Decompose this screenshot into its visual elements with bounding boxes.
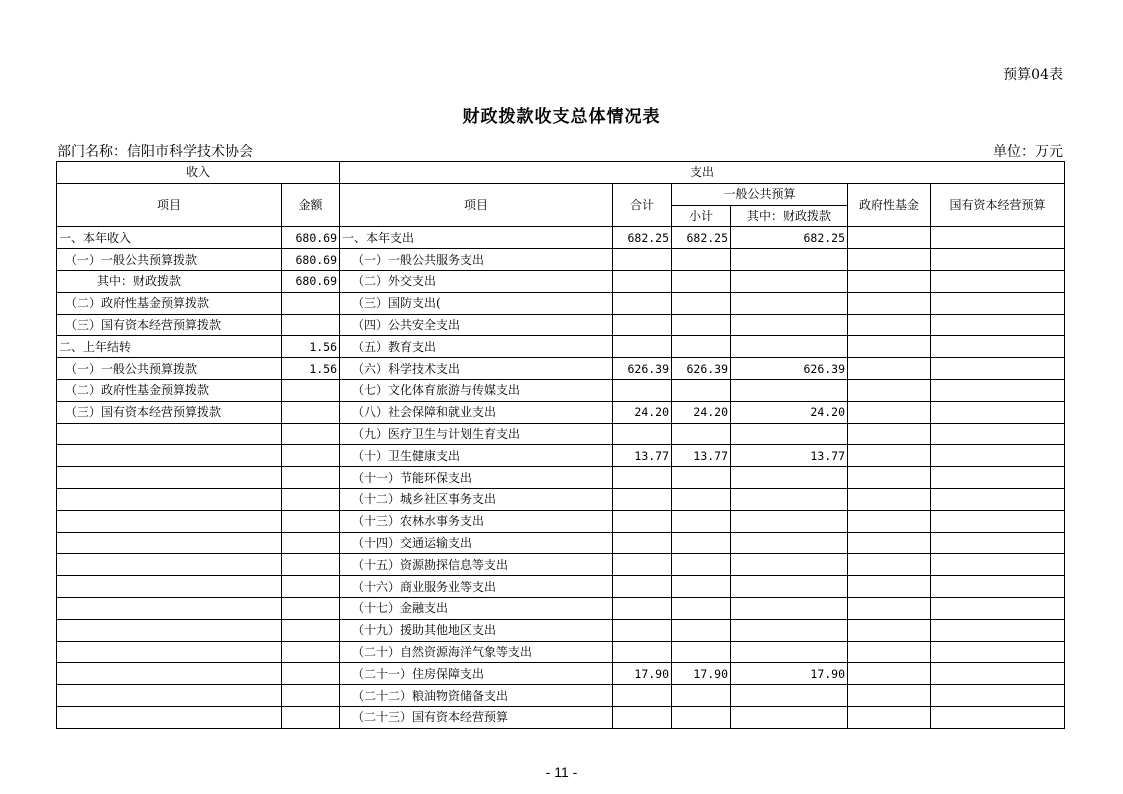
subtotal-cell	[672, 554, 731, 576]
income-item-cell	[57, 706, 282, 728]
state-capital-cell	[931, 314, 1065, 336]
income-item-cell	[57, 554, 282, 576]
subtotal-cell	[672, 532, 731, 554]
subtotal-cell	[672, 619, 731, 641]
department-label: 部门名称：信阳市科学技术协会	[57, 144, 253, 160]
subtotal-cell	[672, 249, 731, 271]
total-cell	[613, 467, 672, 489]
total-cell	[613, 576, 672, 598]
total-cell	[613, 532, 672, 554]
table-row	[57, 597, 1065, 619]
total-cell	[613, 619, 672, 641]
gov-fund-cell	[848, 641, 931, 663]
gov-fund-cell	[848, 576, 931, 598]
state-capital-cell	[931, 510, 1065, 532]
total-cell: 626.39	[613, 358, 672, 380]
state-capital-cell	[931, 685, 1065, 707]
total-cell	[613, 597, 672, 619]
income-amount-cell	[282, 401, 340, 423]
expense-item-cell: （二十）自然资源海洋气象等支出	[340, 641, 613, 663]
state-capital-cell	[931, 532, 1065, 554]
income-item-cell: 一、本年收入	[57, 227, 282, 249]
income-item-cell	[57, 445, 282, 467]
total-cell	[613, 510, 672, 532]
gov-fund-header: 政府性基金	[848, 183, 931, 227]
state-capital-cell	[931, 619, 1065, 641]
subtotal-cell	[672, 641, 731, 663]
expense-item-cell: （十九）援助其他地区支出	[340, 619, 613, 641]
income-item-cell	[57, 685, 282, 707]
expense-item-cell: （六）科学技术支出	[340, 358, 613, 380]
income-amount-cell	[282, 423, 340, 445]
state-capital-cell	[931, 576, 1065, 598]
table-row	[57, 576, 1065, 598]
state-capital-cell	[931, 663, 1065, 685]
income-amount-cell: 1.56	[282, 336, 340, 358]
page-title: 财政拨款收支总体情况表	[462, 107, 661, 127]
fiscal-cell	[731, 576, 848, 598]
total-cell	[613, 554, 672, 576]
income-item-cell	[57, 619, 282, 641]
table-row	[57, 249, 1065, 271]
state-capital-cell	[931, 597, 1065, 619]
table-row	[57, 401, 1065, 423]
state-capital-cell	[931, 336, 1065, 358]
income-amount-cell	[282, 314, 340, 336]
state-capital-cell	[931, 488, 1065, 510]
state-capital-cell	[931, 706, 1065, 728]
fiscal-cell: 24.20	[731, 401, 848, 423]
table-row	[57, 423, 1065, 445]
income-item-cell	[57, 597, 282, 619]
expense-item-cell: （二十一）住房保障支出	[340, 663, 613, 685]
total-cell	[613, 641, 672, 663]
income-item-header: 项目	[57, 183, 282, 227]
income-item-cell: （二）政府性基金预算拨款	[57, 292, 282, 314]
fiscal-cell	[731, 554, 848, 576]
gov-fund-cell	[848, 292, 931, 314]
income-amount-cell	[282, 685, 340, 707]
state-capital-cell	[931, 641, 1065, 663]
expense-item-cell: （十二）城乡社区事务支出	[340, 488, 613, 510]
income-amount-cell	[282, 292, 340, 314]
fiscal-cell: 626.39	[731, 358, 848, 380]
gov-fund-cell	[848, 445, 931, 467]
gov-fund-cell	[848, 597, 931, 619]
gov-fund-cell	[848, 423, 931, 445]
table-row	[57, 292, 1065, 314]
expense-header: 支出	[340, 162, 1065, 184]
fiscal-cell	[731, 423, 848, 445]
gov-fund-cell	[848, 401, 931, 423]
expense-item-cell: （七）文化体育旅游与传媒支出	[340, 379, 613, 401]
fiscal-cell	[731, 488, 848, 510]
subtotal-cell	[672, 467, 731, 489]
table-row	[57, 445, 1065, 467]
state-capital-cell	[931, 467, 1065, 489]
subtotal-cell	[672, 314, 731, 336]
total-cell	[613, 270, 672, 292]
income-amount-cell	[282, 619, 340, 641]
table-row	[57, 314, 1065, 336]
income-amount-cell	[282, 379, 340, 401]
expense-item-header: 项目	[340, 183, 613, 227]
subtotal-cell	[672, 488, 731, 510]
state-capital-cell	[931, 554, 1065, 576]
total-cell: 24.20	[613, 401, 672, 423]
total-cell	[613, 336, 672, 358]
table-row	[57, 532, 1065, 554]
table-row	[57, 270, 1065, 292]
table-row	[57, 488, 1065, 510]
total-cell	[613, 706, 672, 728]
subtotal-cell: 24.20	[672, 401, 731, 423]
fiscal-cell: 17.90	[731, 663, 848, 685]
income-amount-cell	[282, 532, 340, 554]
income-amount-cell	[282, 663, 340, 685]
income-amount-cell	[282, 576, 340, 598]
subtotal-header: 小计	[672, 205, 731, 227]
state-capital-cell	[931, 227, 1065, 249]
total-header: 合计	[613, 183, 672, 227]
fiscal-cell: 682.25	[731, 227, 848, 249]
page-number: - 11 -	[545, 764, 578, 780]
state-capital-cell	[931, 423, 1065, 445]
income-item-cell	[57, 423, 282, 445]
expense-item-cell: （一）一般公共服务支出	[340, 249, 613, 271]
income-item-cell	[57, 510, 282, 532]
income-item-cell: （三）国有资本经营预算拨款	[57, 314, 282, 336]
subtotal-cell	[672, 685, 731, 707]
fiscal-cell	[731, 292, 848, 314]
gov-fund-cell	[848, 467, 931, 489]
income-item-cell: （一）一般公共预算拨款	[57, 358, 282, 380]
table-row	[57, 641, 1065, 663]
gov-fund-cell	[848, 510, 931, 532]
gov-fund-cell	[848, 227, 931, 249]
income-amount-cell	[282, 597, 340, 619]
expense-item-cell: （三）国防支出(	[340, 292, 613, 314]
subtotal-cell: 626.39	[672, 358, 731, 380]
fiscal-cell	[731, 467, 848, 489]
subtotal-cell: 13.77	[672, 445, 731, 467]
expense-item-cell: （四）公共安全支出	[340, 314, 613, 336]
state-capital-cell	[931, 358, 1065, 380]
expense-item-cell: （十三）农林水事务支出	[340, 510, 613, 532]
total-cell	[613, 423, 672, 445]
fiscal-cell	[731, 685, 848, 707]
budget-table	[56, 161, 1065, 729]
fiscal-cell	[731, 510, 848, 532]
subtotal-cell	[672, 597, 731, 619]
state-capital-cell	[931, 292, 1065, 314]
total-cell: 17.90	[613, 663, 672, 685]
fiscal-cell	[731, 314, 848, 336]
expense-item-cell: （十六）商业服务业等支出	[340, 576, 613, 598]
subtotal-cell	[672, 576, 731, 598]
gov-fund-cell	[848, 619, 931, 641]
state-capital-cell	[931, 270, 1065, 292]
total-cell: 13.77	[613, 445, 672, 467]
income-amount-cell	[282, 554, 340, 576]
total-cell	[613, 685, 672, 707]
income-item-cell: （二）政府性基金预算拨款	[57, 379, 282, 401]
state-capital-cell	[931, 401, 1065, 423]
table-row	[57, 227, 1065, 249]
income-amount-cell: 680.69	[282, 249, 340, 271]
gov-fund-cell	[848, 314, 931, 336]
fiscal-cell	[731, 706, 848, 728]
gov-fund-cell	[848, 358, 931, 380]
table-row	[57, 510, 1065, 532]
gov-fund-cell	[848, 554, 931, 576]
income-item-cell: 其中：财政拨款	[57, 270, 282, 292]
expense-item-cell: （十五）资源勘探信息等支出	[340, 554, 613, 576]
income-item-cell: （三）国有资本经营预算拨款	[57, 401, 282, 423]
income-amount-cell	[282, 706, 340, 728]
gov-fund-cell	[848, 270, 931, 292]
state-capital-cell	[931, 379, 1065, 401]
expense-item-cell: （十七）金融支出	[340, 597, 613, 619]
table-row	[57, 554, 1065, 576]
subtotal-cell	[672, 423, 731, 445]
total-cell	[613, 292, 672, 314]
subtotal-cell	[672, 292, 731, 314]
table-row	[57, 467, 1065, 489]
income-item-cell: （一）一般公共预算拨款	[57, 249, 282, 271]
fiscal-cell	[731, 249, 848, 271]
income-item-cell	[57, 532, 282, 554]
gov-fund-cell	[848, 706, 931, 728]
state-capital-cell	[931, 445, 1065, 467]
fiscal-cell	[731, 641, 848, 663]
total-cell	[613, 379, 672, 401]
general-budget-header: 一般公共预算	[672, 183, 848, 205]
total-cell: 682.25	[613, 227, 672, 249]
total-cell	[613, 249, 672, 271]
expense-item-cell: （二十三）国有资本经营预算	[340, 706, 613, 728]
table-row	[57, 663, 1065, 685]
expense-item-cell: 一、本年支出	[340, 227, 613, 249]
gov-fund-cell	[848, 336, 931, 358]
expense-item-cell: （二）外交支出	[340, 270, 613, 292]
income-amount-cell: 1.56	[282, 358, 340, 380]
expense-item-cell: （十一）节能环保支出	[340, 467, 613, 489]
expense-item-cell: （十）卫生健康支出	[340, 445, 613, 467]
subtotal-cell	[672, 510, 731, 532]
fiscal-cell	[731, 379, 848, 401]
subtotal-cell	[672, 706, 731, 728]
state-capital-header: 国有资本经营预算	[931, 183, 1065, 227]
gov-fund-cell	[848, 379, 931, 401]
expense-item-cell: （二十二）粮油物资储备支出	[340, 685, 613, 707]
gov-fund-cell	[848, 249, 931, 271]
income-amount-header: 金额	[282, 183, 340, 227]
expense-item-cell: （五）教育支出	[340, 336, 613, 358]
subtotal-cell: 682.25	[672, 227, 731, 249]
income-amount-cell	[282, 467, 340, 489]
income-amount-cell	[282, 488, 340, 510]
table-row	[57, 336, 1065, 358]
subtotal-cell: 17.90	[672, 663, 731, 685]
table-row	[57, 358, 1065, 380]
income-amount-cell	[282, 641, 340, 663]
form-number: 预算04表	[1003, 67, 1063, 83]
fiscal-cell	[731, 532, 848, 554]
table-row	[57, 619, 1065, 641]
table-row	[57, 706, 1065, 728]
expense-item-cell: （九）医疗卫生与计划生育支出	[340, 423, 613, 445]
income-item-cell	[57, 576, 282, 598]
income-amount-cell: 680.69	[282, 270, 340, 292]
gov-fund-cell	[848, 488, 931, 510]
fiscal-cell	[731, 270, 848, 292]
income-amount-cell	[282, 510, 340, 532]
income-item-cell	[57, 641, 282, 663]
subtotal-cell	[672, 379, 731, 401]
income-item-cell	[57, 467, 282, 489]
subtotal-cell	[672, 336, 731, 358]
fiscal-cell	[731, 597, 848, 619]
unit-label: 单位：万元	[993, 144, 1063, 160]
gov-fund-cell	[848, 663, 931, 685]
gov-fund-cell	[848, 685, 931, 707]
expense-item-cell: （十四）交通运输支出	[340, 532, 613, 554]
income-amount-cell: 680.69	[282, 227, 340, 249]
table-row	[57, 685, 1065, 707]
fiscal-header: 其中：财政拨款	[731, 205, 848, 227]
subtotal-cell	[672, 270, 731, 292]
fiscal-cell: 13.77	[731, 445, 848, 467]
state-capital-cell	[931, 249, 1065, 271]
total-cell	[613, 314, 672, 336]
fiscal-cell	[731, 619, 848, 641]
fiscal-cell	[731, 336, 848, 358]
income-item-cell	[57, 488, 282, 510]
income-header: 收入	[57, 162, 340, 184]
income-item-cell	[57, 663, 282, 685]
expense-item-cell: （八）社会保障和就业支出	[340, 401, 613, 423]
gov-fund-cell	[848, 532, 931, 554]
table-row	[57, 379, 1065, 401]
income-amount-cell	[282, 445, 340, 467]
income-item-cell: 二、上年结转	[57, 336, 282, 358]
total-cell	[613, 488, 672, 510]
